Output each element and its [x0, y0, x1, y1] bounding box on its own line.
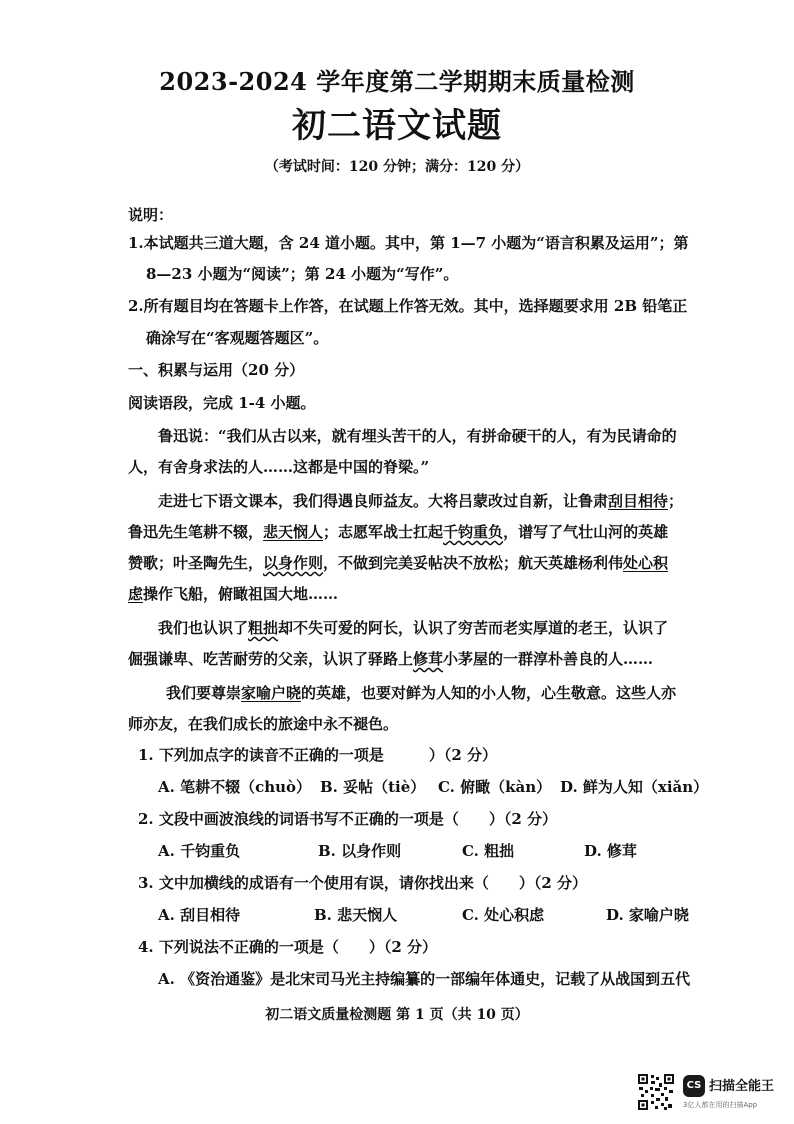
section-instruction: 阅读语段，完成 1-4 小题。	[128, 394, 316, 412]
passage-p3-line-1	[158, 617, 668, 638]
q1-option-a: A. 笔耕不辍（chuò）	[158, 778, 312, 796]
q4-option-a: A. 《资治通鉴》是北宋司马光主持编纂的一部编年体通史，记载了从战国到五代	[158, 970, 691, 988]
q3-option-b: B. 悲天悯人	[314, 906, 398, 924]
question-2: 2. 文段中画波浪线的词语书写不正确的一项是（ ）（2 分）	[138, 810, 558, 828]
wavy-word: 粗拙	[248, 619, 279, 637]
passage-text: 操作飞船，俯瞰祖国大地……	[143, 585, 339, 603]
q3-option-c: C. 处心积虑	[462, 906, 545, 924]
note-1-line-1: 1.本试题共三道大题，含 24 道小题。其中，第 1—7 小题为“语言积累及运用”；第	[128, 234, 689, 252]
passage-p4-line-1	[166, 682, 676, 703]
question-1: 1. 下列加点字的读音不正确的一项是 ）（2 分）	[138, 746, 498, 764]
passage-p2-line-4	[128, 583, 338, 604]
scanner-watermark	[637, 1073, 787, 1113]
q3-option-a: A. 刮目相待	[158, 906, 241, 924]
underlined-idiom: 虑	[128, 585, 144, 603]
q3-option-d: D. 家喻户晓	[606, 906, 689, 924]
passage-text: 走进七下语文课本，我们得遇良师益友。大将吕蒙改过自新，让鲁肃	[158, 492, 609, 510]
wavy-word: 修茸	[413, 650, 444, 668]
wavy-word: 以身作则	[263, 554, 324, 572]
exam-subject: 初二语文试题	[292, 106, 502, 146]
passage-text: ；	[668, 492, 684, 510]
passage-p2-line-2	[128, 521, 668, 542]
section-heading: 一、积累与运用（20 分）	[128, 361, 305, 379]
passage-text: 赞歌；叶圣陶先生，	[128, 554, 264, 572]
wavy-word: 千钧重负	[443, 523, 504, 541]
passage-text: ，谱写了气壮山河的英雄	[503, 523, 669, 541]
note-2-line-1: 2.所有题目均在答题卡上作答，在试题上作答无效。其中，选择题要求用 2B 铅笔正	[128, 297, 688, 315]
q1-option-b: B. 妥帖（tiè）	[320, 778, 426, 796]
note-1-line-2: 8—23 小题为“阅读”；第 24 小题为“写作”。	[146, 265, 459, 283]
q1-option-c: C. 俯瞰（kàn）	[438, 778, 552, 796]
q1-option-d: D. 鲜为人知（xiǎn）	[560, 778, 709, 796]
passage-text: 鲁迅先生笔耕不辍，	[128, 523, 264, 541]
question-4: 4. 下列说法不正确的一项是（ ）（2 分）	[138, 938, 438, 956]
underlined-idiom: 悲天悯人	[263, 523, 324, 541]
underlined-idiom: 家喻户晓	[241, 684, 302, 702]
passage-text: 小茅屋的一群淳朴善良的人……	[443, 650, 654, 668]
passage-p1-line-1: 鲁迅说：“我们从古以来，就有埋头苦干的人，有拼命硬干的人，有为民请命的	[158, 427, 677, 445]
passage-text: 我们要尊崇	[166, 684, 242, 702]
exam-title: 2023-2024 学年度第二学期期末质量检测	[159, 67, 635, 96]
underlined-idiom: 处心积	[623, 554, 669, 572]
page-footer: 初二语文质量检测题 第 1 页（共 10 页）	[265, 1007, 529, 1023]
watermark-brand: 扫描全能王	[709, 1079, 775, 1094]
passage-text: ，不做到完美妥帖决不放松；航天英雄杨利伟	[323, 554, 624, 572]
exam-info: （考试时间：120 分钟；满分：120 分）	[264, 159, 530, 175]
watermark-slogan: 3亿人都在用的扫描App	[683, 1101, 758, 1109]
q2-option-a: A. 千钧重负	[158, 842, 241, 860]
passage-p2-line-1	[158, 490, 683, 511]
passage-p2-line-3	[128, 552, 668, 573]
passage-text: 却不失可爱的阿长，认识了穷苦而老实厚道的老王，认识了	[278, 619, 669, 637]
passage-text: ；志愿军战士扛起	[323, 523, 444, 541]
q2-option-c: C. 粗拙	[462, 842, 515, 860]
q2-option-b: B. 以身作则	[318, 842, 402, 860]
passage-p4-line-2: 师亦友，在我们成长的旅途中永不褪色。	[128, 715, 399, 733]
passage-p3-line-2	[128, 648, 653, 669]
qr-code-icon	[637, 1073, 675, 1111]
underlined-idiom: 刮目相待	[608, 492, 669, 510]
notes-label: 说明：	[128, 206, 174, 224]
passage-text: 的英雄，也要对鲜为人知的小人物，心生敬意。这些人亦	[301, 684, 677, 702]
passage-text: 我们也认识了	[158, 619, 249, 637]
passage-p1-line-2: 人，有舍身求法的人……这都是中国的脊梁。”	[128, 458, 430, 476]
question-3: 3. 文中加横线的成语有一个使用有误，请你找出来（ ）（2 分）	[138, 874, 588, 892]
note-2-line-2: 确涂写在“客观题答题区”。	[146, 329, 329, 347]
passage-text: 倔强谦卑、吃苦耐劳的父亲，认识了驿路上	[128, 650, 414, 668]
camscanner-logo: CS	[683, 1075, 705, 1097]
q2-option-d: D. 修茸	[584, 842, 637, 860]
